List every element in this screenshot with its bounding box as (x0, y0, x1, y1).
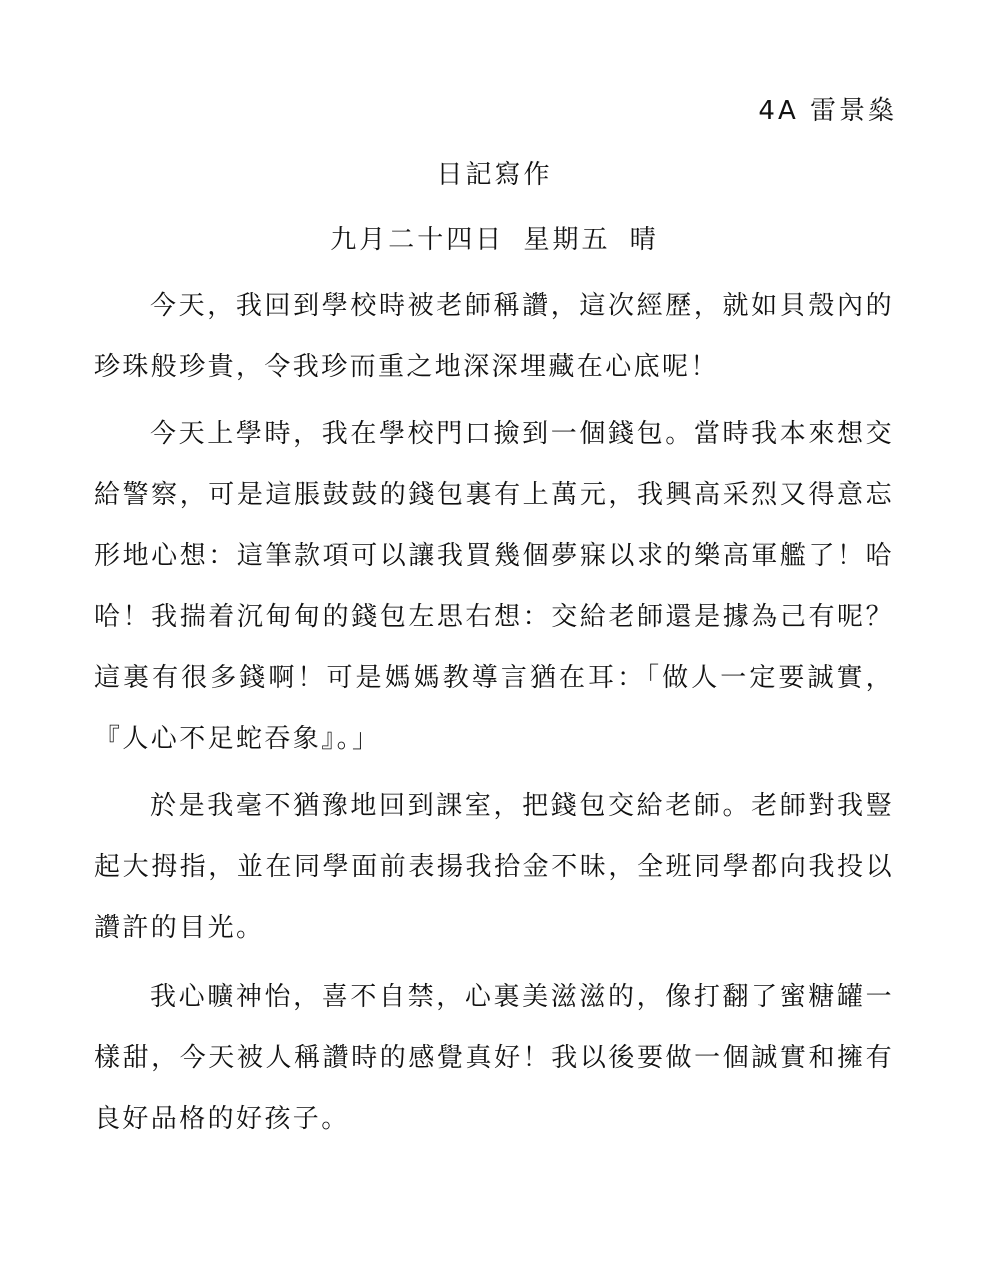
diary-date: 九月二十四日 星期五 晴 (330, 225, 659, 255)
diary-body (94, 276, 894, 1156)
document-title: 日記寫作 (436, 160, 553, 190)
paragraph-2: 今天上學時，我在學校門口撿到一個錢包。當時我本來想交給警察，可是這脹鼓鼓的錢包裏有上萬元，我興高采烈又得意忘形地心想：這筆款項可以讓我買幾個夢寐以求的樂高軍艦了！哈哈！我揣着沉甸甸的錢包左思右想：交給老師還是據為己有呢？這裏有很多錢啊！可是媽媽教導言猶在耳：「做人一定要誠實，『人心不足蛇吞象』。」 (94, 419, 894, 754)
author-line: 4A 雷景燊 (758, 96, 897, 126)
paragraph-1: 今天，我回到學校時被老師稱讚，這次經歷，就如貝殼內的珍珠般珍貴，令我珍而重之地深深埋藏在心底呢！ (94, 291, 894, 382)
paragraph-3: 於是我毫不猶豫地回到課室，把錢包交給老師。老師對我豎起大拇指，並在同學面前表揚我拾金不昧，全班同學都向我投以讚許的目光。 (94, 791, 894, 943)
paragraph-4: 我心曠神怡，喜不自禁，心裏美滋滋的，像打翻了蜜糖罐一樣甜，今天被人稱讚時的感覺真好！我以後要做一個誠實和擁有良好品格的好孩子。 (94, 982, 894, 1134)
